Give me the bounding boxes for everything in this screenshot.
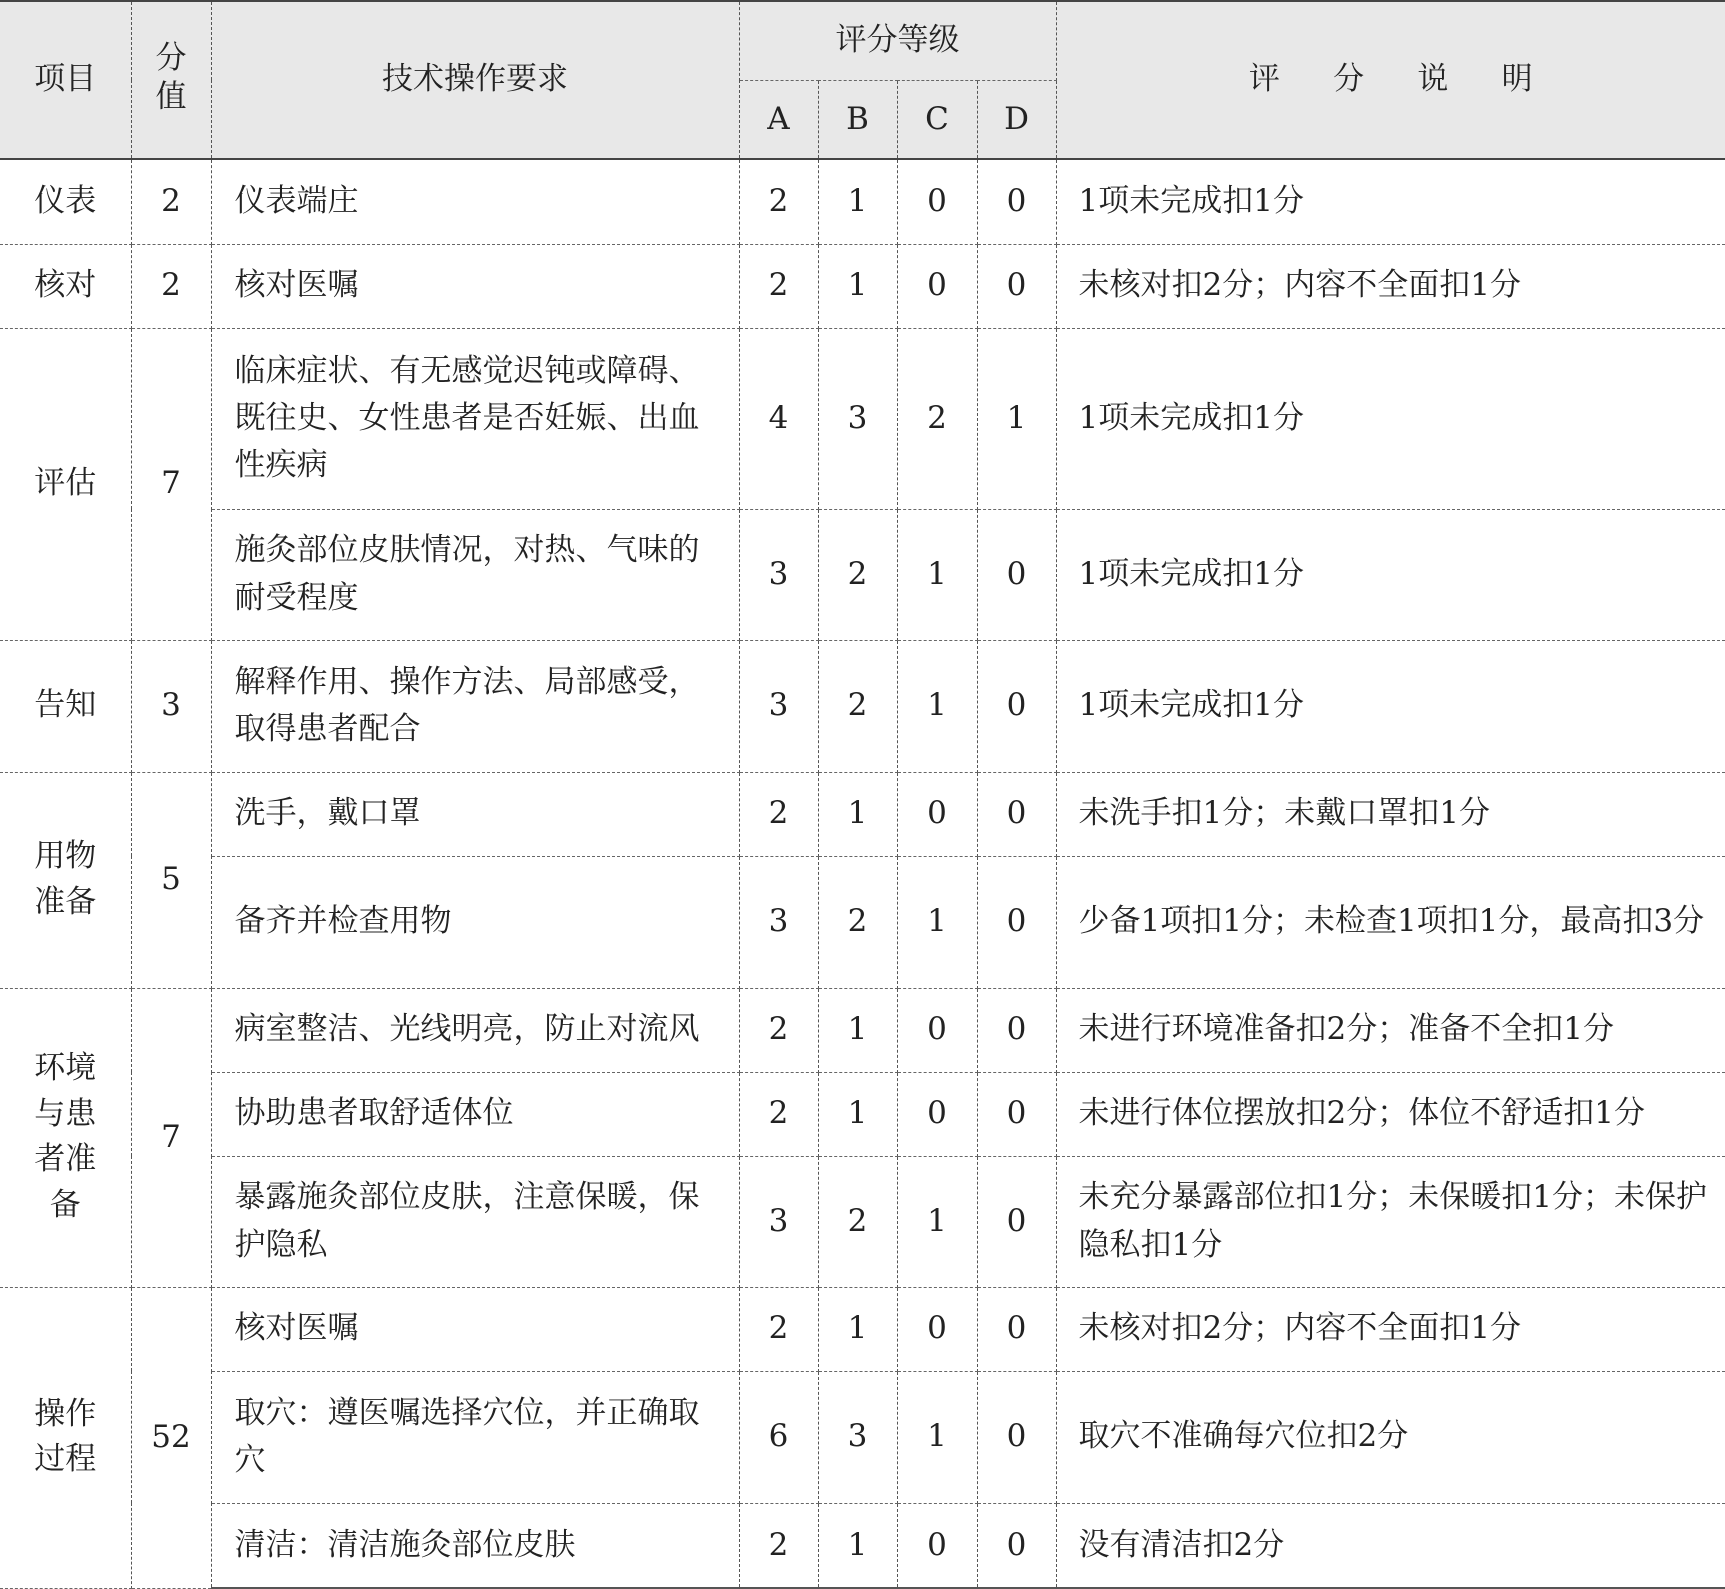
grade-b-cell: 1 [818,244,897,328]
item-cell [0,988,131,1287]
grade-a-cell: 2 [739,1072,818,1156]
header-requirement: 技术操作要求 [211,1,739,159]
grade-d-cell: 0 [977,1072,1056,1156]
grade-c-cell: 0 [897,988,977,1072]
grade-b-cell: 2 [818,856,897,988]
score-cell: 3 [131,640,211,772]
requirement-cell: 暴露施灸部位皮肤，注意保暖，保护隐私 [211,1156,739,1287]
item-cell [0,772,131,988]
table-row [0,328,1725,509]
note-cell: 没有清洁扣2分 [1056,1503,1725,1588]
note-cell: 未进行环境准备扣2分；准备不全扣1分 [1056,988,1725,1072]
grade-d-cell: 0 [977,509,1056,640]
requirement-cell: 核对医嘱 [211,244,739,328]
grade-d-cell: 0 [977,772,1056,856]
grade-b-cell: 3 [818,1371,897,1503]
note-cell: 1项未完成扣1分 [1056,640,1725,772]
grade-a-cell: 4 [739,328,818,509]
note-cell: 未进行体位摆放扣2分；体位不舒适扣1分 [1056,1072,1725,1156]
table-row [0,856,1725,988]
grade-b-cell: 1 [818,1503,897,1588]
header-grade-group: 评分等级 [739,1,1056,80]
item-cell: 评估 [0,328,131,640]
score-cell: 2 [131,244,211,328]
requirement-cell: 施灸部位皮肤情况，对热、气味的耐受程度 [211,509,739,640]
grade-c-cell: 1 [897,509,977,640]
table-header [0,1,1725,159]
grade-c-cell: 0 [897,1072,977,1156]
grade-b-cell: 3 [818,328,897,509]
table-row [0,1503,1725,1588]
item-cell: 核对 [0,244,131,328]
note-cell: 未洗手扣1分；未戴口罩扣1分 [1056,772,1725,856]
score-cell: 5 [131,772,211,988]
grade-a-cell: 2 [739,244,818,328]
grade-a-cell: 3 [739,509,818,640]
item-cell [0,1287,131,1588]
grade-a-cell: 2 [739,988,818,1072]
note-cell: 未核对扣2分；内容不全面扣1分 [1056,1287,1725,1371]
grade-d-cell: 0 [977,1503,1056,1588]
grade-d-cell: 1 [977,328,1056,509]
requirement-cell: 仪表端庄 [211,159,739,244]
requirement-cell: 备齐并检查用物 [211,856,739,988]
table-row [0,1371,1725,1503]
grade-c-cell: 1 [897,1371,977,1503]
item-cell-label: 操作过程 [34,1395,97,1478]
grade-d-cell: 0 [977,988,1056,1072]
grade-c-cell: 0 [897,772,977,856]
grade-a-cell: 3 [739,856,818,988]
header-grade-c: C [897,80,977,159]
grade-a-cell: 2 [739,159,818,244]
score-cell: 7 [131,328,211,640]
grade-b-cell: 1 [818,988,897,1072]
grade-a-cell: 6 [739,1371,818,1503]
note-cell: 1项未完成扣1分 [1056,159,1725,244]
header-grade-b: B [818,80,897,159]
grade-c-cell: 0 [897,1287,977,1371]
grade-c-cell: 1 [897,1156,977,1287]
table-row [0,772,1725,856]
note-cell: 未充分暴露部位扣1分；未保暖扣1分；未保护隐私扣1分 [1056,1156,1725,1287]
grade-b-cell: 1 [818,159,897,244]
note-cell: 1项未完成扣1分 [1056,509,1725,640]
grade-c-cell: 1 [897,856,977,988]
requirement-cell: 协助患者取舒适体位 [211,1072,739,1156]
requirement-cell: 洗手，戴口罩 [211,772,739,856]
requirement-cell: 取穴：遵医嘱选择穴位，并正确取穴 [211,1371,739,1503]
requirement-cell: 解释作用、操作方法、局部感受，取得患者配合 [211,640,739,772]
table-row [0,1072,1725,1156]
note-cell: 1项未完成扣1分 [1056,328,1725,509]
grade-b-cell: 1 [818,1287,897,1371]
grade-b-cell: 2 [818,640,897,772]
grade-d-cell: 0 [977,1156,1056,1287]
item-cell-label: 用物准备 [34,838,97,920]
grade-d-cell: 0 [977,159,1056,244]
table-row [0,1287,1725,1371]
grade-d-cell: 0 [977,1287,1056,1371]
note-cell: 未核对扣2分；内容不全面扣1分 [1056,244,1725,328]
grade-a-cell: 3 [739,640,818,772]
grade-a-cell: 2 [739,1287,818,1371]
score-cell: 52 [131,1287,211,1588]
grade-c-cell: 0 [897,244,977,328]
table-row [0,509,1725,640]
grade-a-cell: 2 [739,1503,818,1588]
grade-c-cell: 0 [897,159,977,244]
grade-b-cell: 2 [818,509,897,640]
grade-d-cell: 0 [977,856,1056,988]
requirement-cell: 清洁：清洁施灸部位皮肤 [211,1503,739,1588]
table-body [0,159,1725,1588]
requirement-cell: 临床症状、有无感觉迟钝或障碍、既往史、女性患者是否妊娠、出血性疾病 [211,328,739,509]
header-note-label: 评 分 说 明 [1248,61,1555,98]
table-row [0,159,1725,244]
note-cell: 少备1项扣1分；未检查1项扣1分，最高扣3分 [1056,856,1725,988]
table-row [0,244,1725,328]
item-cell: 告知 [0,640,131,772]
grade-b-cell: 2 [818,1156,897,1287]
requirement-cell: 核对医嘱 [211,1287,739,1371]
grade-d-cell: 0 [977,244,1056,328]
item-cell-label: 环境与患者准备 [34,1049,97,1224]
header-score [131,1,211,159]
grade-c-cell: 2 [897,328,977,509]
header-note [1056,1,1725,159]
header-item: 项目 [0,1,131,159]
grade-a-cell: 2 [739,772,818,856]
grade-a-cell: 3 [739,1156,818,1287]
table-row [0,988,1725,1072]
grade-b-cell: 1 [818,772,897,856]
grade-d-cell: 0 [977,640,1056,772]
grade-c-cell: 1 [897,640,977,772]
grade-d-cell: 0 [977,1371,1056,1503]
table-row [0,640,1725,772]
score-cell: 2 [131,159,211,244]
grade-b-cell: 1 [818,1072,897,1156]
table-row [0,1156,1725,1287]
requirement-cell: 病室整洁、光线明亮，防止对流风 [211,988,739,1072]
header-score-label: 分值 [155,40,187,115]
header-grade-d: D [977,80,1056,159]
score-cell: 7 [131,988,211,1287]
grade-c-cell: 0 [897,1503,977,1588]
note-cell: 取穴不准确每穴位扣2分 [1056,1371,1725,1503]
item-cell: 仪表 [0,159,131,244]
header-grade-a: A [739,80,818,159]
